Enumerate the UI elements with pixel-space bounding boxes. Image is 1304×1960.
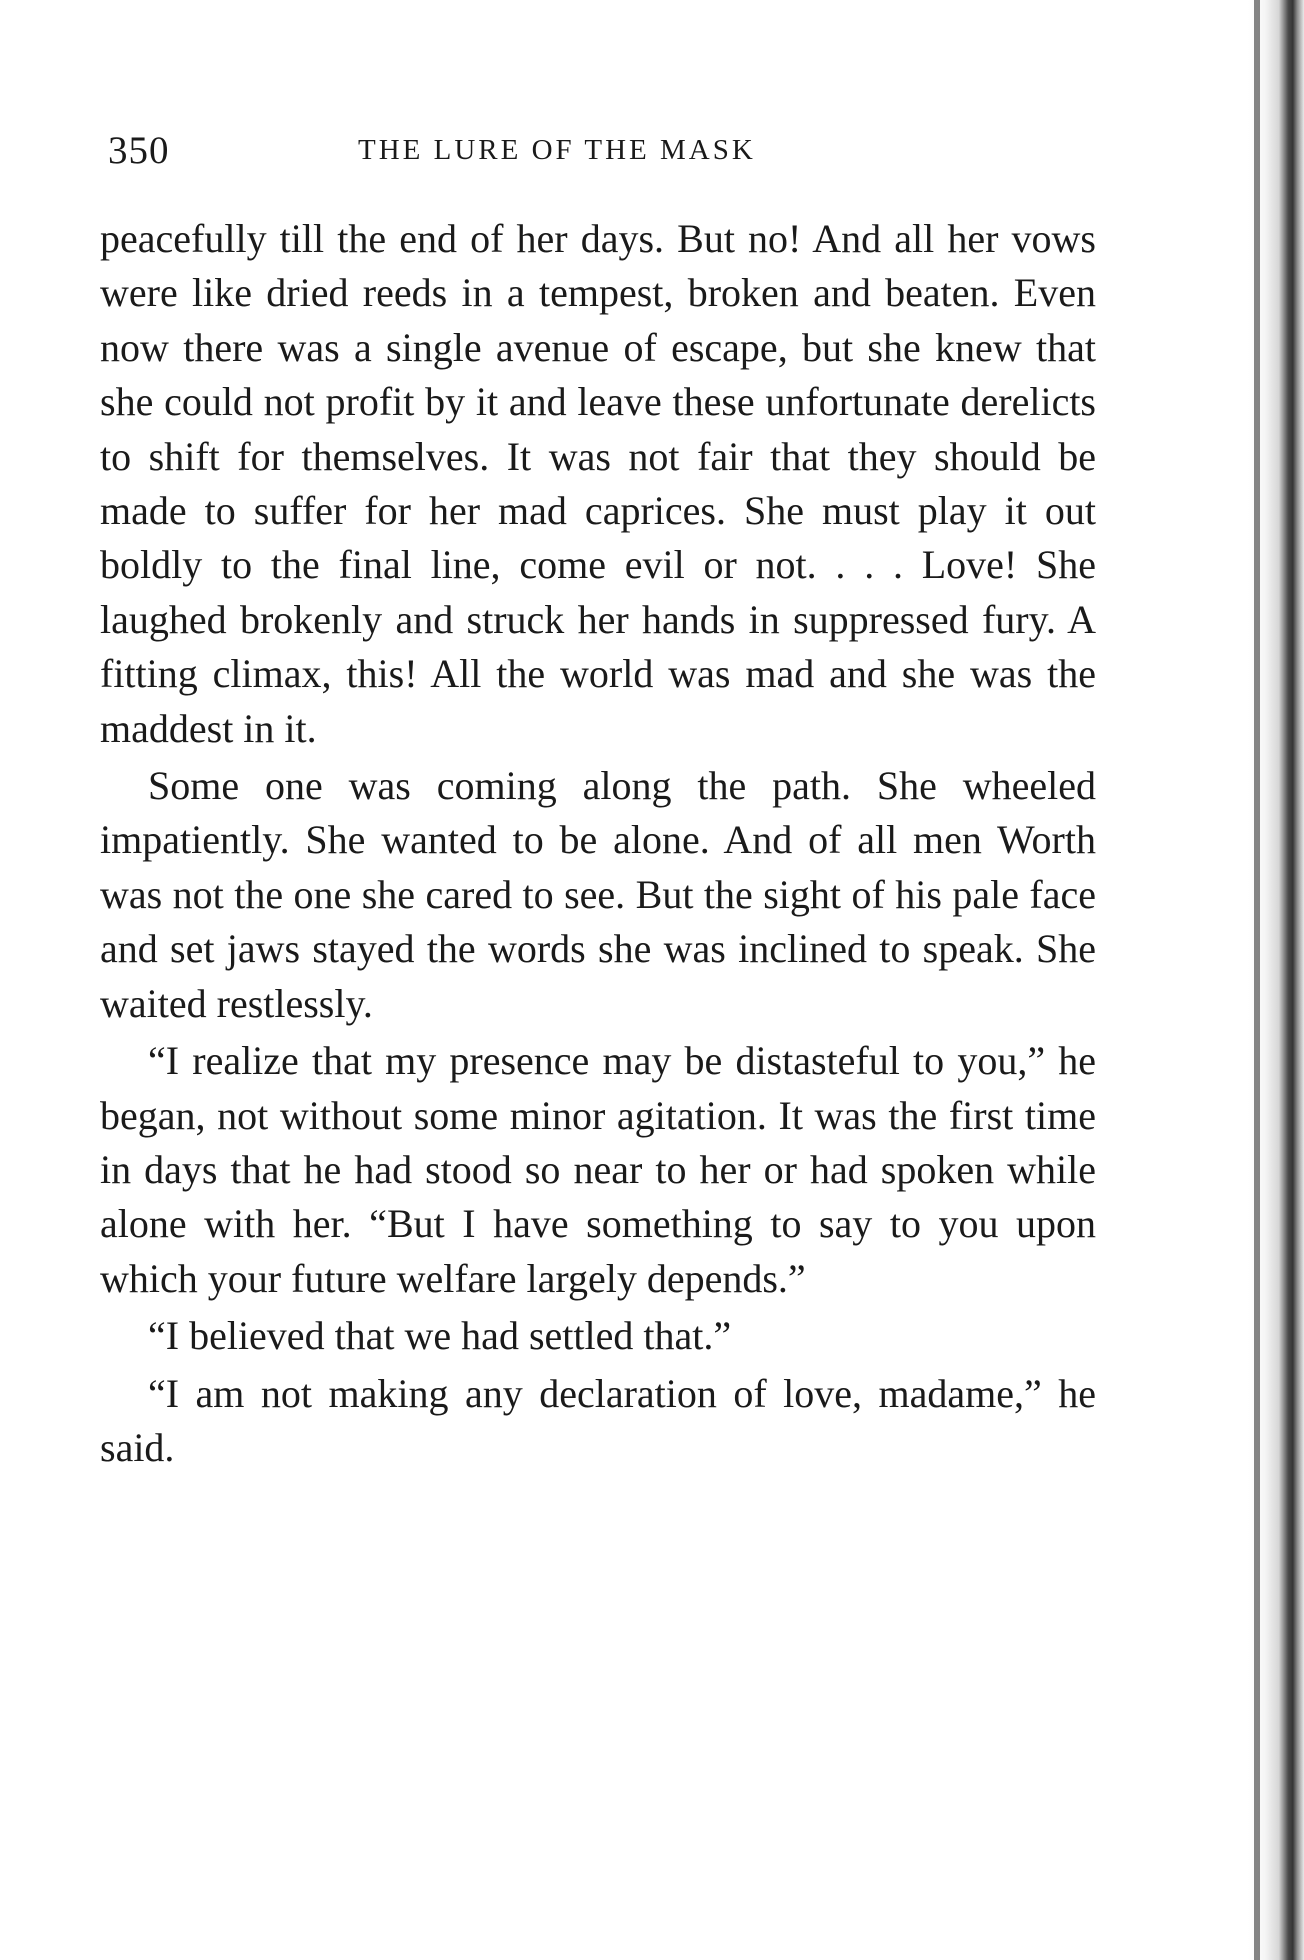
page-header (108, 128, 1098, 174)
page-number: 350 (108, 129, 170, 172)
paragraph: “I realize that my presence may be distasteful to you,” he began, not without some minor agitation. It was the first time in days that he had stood so near to her or had spoken while alone with her. “But I have something to say to you upon which your future welfare largely depends.” (100, 1038, 1096, 1301)
body-text (100, 212, 1096, 1475)
paragraph: peacefully till the end of her days. But no! And all her vows were like dried reeds in a tempest, broken and beaten. Even now there was a single avenue of escape, but she knew that she could not profit by it and leave these unfortunate derelicts to shift for themselves. It was not fair that they should be made to suffer for her mad caprices. She must play it out boldly to the final line, come evil or not. . . . Love! She laughed brokenly and struck her hands in suppressed fury. A fitting climax, this! All the world was mad and she was the maddest in it. (100, 216, 1096, 751)
paragraph: “I believed that we had settled that.” (148, 1313, 732, 1359)
paragraph: “I am not making any declaration of love, madame,” he said. (100, 1370, 1096, 1470)
paragraph: Some one was coming along the path. She wheeled impatiently. She wanted to be alone. And of all men Worth was not the one she cared to see. But the sight of his pale face and set jaws stayed the words she was inclined to speak. She waited restlessly. (100, 763, 1096, 1026)
binding-shadow (1254, 0, 1260, 1960)
running-title: THE LURE OF THE MASK (358, 134, 756, 166)
